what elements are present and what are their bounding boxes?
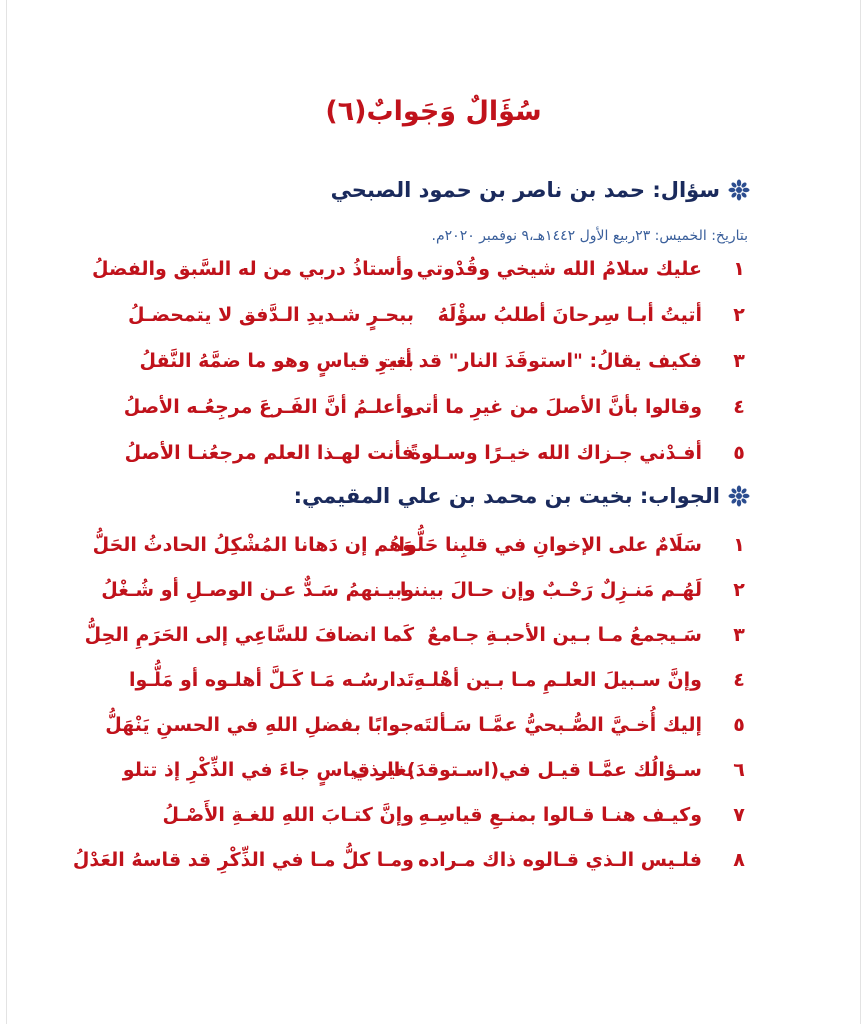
verse-second-hemistich: بغير قياسٍ جاءَ في الذِّكْرِ إذ تتلو	[122, 759, 414, 781]
verse-second-hemistich: تَدارسُـه مَـا كَـلَّ أهلـوه أو مَلُّـوا	[128, 669, 414, 691]
verse-second-hemistich: فأنت لهـذا العلم مرجعُنـا الأصلُ	[124, 442, 414, 464]
verse-first-hemistich: أتيتُ أبـا سِرحانَ أطلبُ سؤْلَهُ	[437, 304, 702, 326]
verse-first-hemistich: وإنَّ سـبيلَ العلـمِ مـا بـين أهْلـهِ	[413, 669, 702, 691]
answer-heading	[294, 484, 750, 508]
verse-row	[7, 843, 862, 883]
verse-second-hemistich: وأستاذُ دربي من له السَّبق والفضلُ	[92, 258, 414, 280]
verse-number: ٤	[733, 396, 745, 418]
verse-row	[7, 344, 862, 384]
verse-second-hemistich: بغيرِ قياسٍ وهو ما ضمَّهُ النَّقلُ	[139, 350, 414, 372]
verse-second-hemistich: وإنَّ كتـابَ اللهِ للغـةِ الأَصْـلُ	[162, 804, 414, 826]
question-heading-text: سؤال: حمد بن ناصر بن حمود الصبحي	[330, 178, 720, 202]
verse-number: ٣	[733, 624, 745, 646]
verse-first-hemistich: فلـيس الـذي قـالوه ذاك مـراده	[418, 849, 702, 871]
verse-second-hemistich: ومـا كلُّ مـا في الذِّكْرِ قد قاسهُ العَدْلُ	[72, 849, 414, 871]
verse-number: ٥	[733, 442, 745, 464]
verse-number: ٦	[733, 759, 745, 781]
verse-first-hemistich: سَـيجمعُ مـا بـين الأحبـةِ جـامعٌ	[427, 624, 702, 646]
verse-row	[7, 436, 862, 476]
verse-second-hemistich: وَهُم إن دَهانا المُشْكِلُ الحادثُ الحَلُّ	[92, 534, 414, 556]
verse-second-hemistich: ببحـرٍ شـديدِ الـدَّفق لا يتمحضـلُ	[128, 304, 414, 326]
verse-row	[7, 528, 862, 568]
verse-first-hemistich: أفـدْني جـزاك الله خيـرًا وسـلوةً	[409, 442, 702, 464]
verse-second-hemistich: جوابًا بفضلِ اللهِ في الحسنِ يَنْهَلُّ	[105, 714, 414, 736]
verse-first-hemistich: وقالوا بأنَّ الأصلَ من غيرِ ما أتى	[405, 396, 702, 418]
verse-first-hemistich: إليك أُخـيَّ الصُّـبحيُّ عمَّـا سَـألتَه	[412, 714, 702, 736]
date-line: بتاريخ: الخميس: ٢٣ربيع الأول ١٤٤٢هـ،٩ نوفمبر ٢٠٢٠م.	[431, 228, 748, 244]
verse-row	[7, 618, 862, 658]
verse-row	[7, 708, 862, 748]
verse-number: ١	[733, 258, 745, 280]
verse-second-hemistich: وبيـنهمُ سَـدٌّ عـن الوصـلِ أو شُـغْلُ	[101, 579, 414, 601]
verse-row	[7, 298, 862, 338]
verse-row	[7, 753, 862, 793]
verse-second-hemistich: وأعلـمُ أنَّ الفَـرعَ مرجِعُـه الأصلُ	[123, 396, 414, 418]
verse-number: ١	[733, 534, 745, 556]
verse-row	[7, 798, 862, 838]
verse-first-hemistich: سَلَامٌ على الإخوانِ في قلبِنا حَلُّوا	[398, 534, 702, 556]
verse-row	[7, 573, 862, 613]
verse-number: ٧	[733, 804, 745, 826]
verse-first-hemistich: سـؤالُك عمَّـا قيـل في(اسـتوقدَ) الـذي	[351, 759, 702, 781]
verse-number: ٢	[733, 579, 745, 601]
verse-row	[7, 390, 862, 430]
question-heading	[331, 178, 750, 202]
verse-first-hemistich: وكيـف هنـا قـالوا بمنـعِ قياسِـهِ	[418, 804, 702, 826]
verse-number: ٨	[733, 849, 745, 871]
answer-heading-text: الجواب: بخيت بن محمد بن علي المقيمي:	[293, 484, 720, 508]
snowflake-ornament-icon	[728, 179, 750, 201]
verse-first-hemistich: فكيف يقالُ: "استوقَدَ النار" قد أتت	[378, 350, 702, 372]
verse-row	[7, 252, 862, 292]
verse-first-hemistich: عليك سلامُ الله شيخي وقُدْوتي	[416, 258, 702, 280]
verse-number: ٣	[733, 350, 745, 372]
verse-second-hemistich: كَما انضافَ للسَّاعِي إلى الحَرَمِ الحِلُّ	[84, 624, 414, 646]
verse-number: ٢	[733, 304, 745, 326]
page-title: سُؤَالٌ وَجَوابٌ(٦)	[325, 96, 542, 127]
snowflake-ornament-icon	[728, 485, 750, 507]
verse-row	[7, 663, 862, 703]
verse-first-hemistich: لَهُـم مَنـزِلٌ رَحْـبٌ وإن حـالَ بيننـا	[399, 579, 702, 601]
verse-number: ٥	[733, 714, 745, 736]
verse-number: ٤	[733, 669, 745, 691]
document-page	[6, 0, 861, 1024]
